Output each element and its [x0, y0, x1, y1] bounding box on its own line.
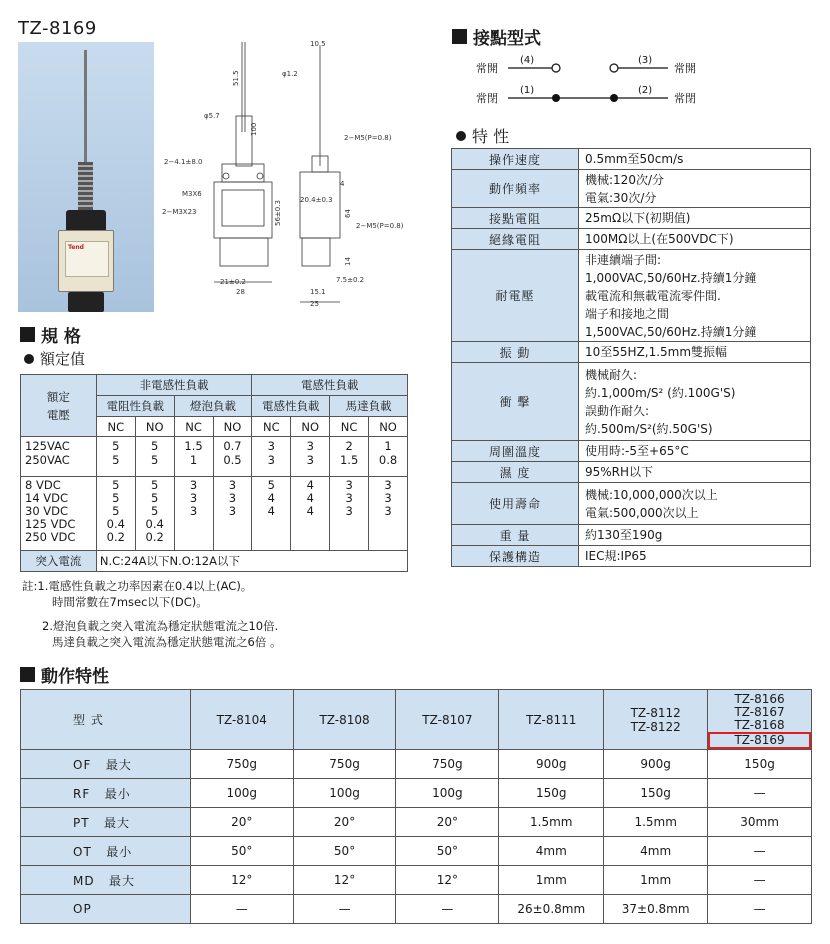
dim-label: 2−M5(P=0.8) [356, 222, 404, 230]
ac-value-cell: 1 0.8 [369, 437, 408, 477]
row-label: RF 最小 [21, 779, 191, 808]
dim-label: 4 [340, 180, 345, 188]
row-label: OP [21, 895, 191, 924]
cell: — [190, 895, 293, 924]
cell: 1.5mm [604, 808, 708, 837]
cell: 1.5mm [499, 808, 604, 837]
technical-drawing [160, 36, 420, 316]
model-header: TZ-8112 TZ-8122 [604, 690, 708, 750]
ncno-header: NC [330, 417, 369, 437]
spec-key: 濕 度 [452, 462, 579, 483]
cell: 4mm [604, 837, 708, 866]
row-label: MD 最大 [21, 866, 191, 895]
cell: 37±0.8mm [604, 895, 708, 924]
ncno-header: NC [174, 417, 213, 437]
switch-base [68, 292, 104, 312]
terminal-number: (2) [638, 85, 653, 96]
note-line: 2.燈泡負載之突入電流為穩定狀態電流之10倍. [42, 619, 279, 633]
dim-label: 21±0.2 [220, 278, 246, 286]
spec-key: 重 量 [452, 525, 579, 546]
dim-label: 2−M3X23 [162, 208, 197, 216]
spec-key: 接點電阻 [452, 208, 579, 229]
spec-value: IEC規:IP65 [579, 546, 811, 567]
dim-label: 28 [236, 288, 245, 296]
dc-value-cell: 5 4 4 [252, 477, 291, 551]
actuator-spring [78, 162, 93, 217]
dc-value-cell: 3 3 3 [174, 477, 213, 551]
cell: 150g [499, 779, 604, 808]
model-header: TZ-8111 [499, 690, 604, 750]
spec-key: 衝 擊 [452, 363, 579, 441]
dim-label: 14 [344, 257, 352, 266]
dc-value-cell: 5 5 5 0.4 0.2 [135, 477, 174, 551]
rating-table [20, 374, 408, 572]
cell: 1mm [604, 866, 708, 895]
front-hole-right [257, 173, 263, 179]
dim-label: 10.5 [310, 40, 326, 48]
ac-value-cell: 1.5 1 [174, 437, 213, 477]
features-heading-text: 特 性 [472, 127, 510, 146]
specs-heading-text: 規 格 [41, 327, 81, 347]
dc-value-cell: 4 4 4 [291, 477, 330, 551]
notes [22, 578, 281, 650]
model-header: TZ-8104 [190, 690, 293, 750]
cell: 750g [190, 750, 293, 779]
ncno-header: NC [96, 417, 135, 437]
dim-label: 15.1 [310, 288, 326, 296]
spec-key: 周圍溫度 [452, 441, 579, 462]
cell: 12° [190, 866, 293, 895]
terminal-number: (1) [520, 85, 535, 96]
front-window [222, 190, 264, 226]
cell: 20° [190, 808, 293, 837]
spec-value: 機械:120次/分 電氣:30次/分 [579, 170, 811, 208]
brand-logo: Tend [68, 244, 84, 251]
front-hole-left [223, 173, 229, 179]
cell: 900g [604, 750, 708, 779]
product-photo [18, 42, 154, 312]
dc-value-cell: 3 3 3 [369, 477, 408, 551]
features-heading [456, 124, 509, 147]
nc-terminal-right [610, 94, 618, 102]
dim-label: 64 [344, 209, 352, 218]
col-volt-header: 額定電壓 [21, 375, 97, 437]
cell: 1mm [499, 866, 604, 895]
spec-value: 95%RH以下 [579, 462, 811, 483]
cell: 50° [190, 837, 293, 866]
cell: 100g [190, 779, 293, 808]
operating-heading [20, 662, 109, 687]
dc-value-cell: 3 3 3 [213, 477, 252, 551]
cell: — [396, 895, 499, 924]
no-terminal-right [610, 64, 618, 72]
sub-header: 馬達負載 [330, 396, 408, 417]
group-ind-header: 電感性負載 [252, 375, 408, 396]
cell: 900g [499, 750, 604, 779]
contact-diagram [470, 50, 730, 112]
ncno-header: NO [291, 417, 330, 437]
specs-heading [20, 322, 81, 347]
cell: 12° [396, 866, 499, 895]
dim-label: φ5.7 [204, 112, 220, 120]
dc-value-cell: 5 5 5 0.4 0.2 [96, 477, 135, 551]
dim-label: 51.5 [232, 70, 240, 86]
contact-heading-text: 接點型式 [473, 29, 541, 49]
ncno-header: NO [213, 417, 252, 437]
rating-subheading [24, 348, 85, 369]
row-label: OT 最小 [21, 837, 191, 866]
ac-value-cell: 2 1.5 [330, 437, 369, 477]
terminal-number: (3) [638, 55, 653, 66]
cell: 100g [396, 779, 499, 808]
inrush-value: N.C:24A以下N.O:12A以下 [96, 551, 407, 572]
cell: 50° [396, 837, 499, 866]
row-label: PT 最大 [21, 808, 191, 837]
sub-header: 電感性負載 [252, 396, 330, 417]
model-header-last: TZ-8166 TZ-8167 TZ-8168 TZ-8169 [708, 690, 812, 750]
side-body [300, 172, 340, 238]
model-header: TZ-8107 [396, 690, 499, 750]
cell: — [293, 895, 396, 924]
side-bushing [302, 238, 330, 266]
operating-heading-text: 動作特性 [41, 667, 109, 687]
ac-voltage-labels: 125VAC 250VAC [21, 437, 97, 477]
dim-label: 100 [250, 122, 258, 136]
cell: 150g [604, 779, 708, 808]
sub-header: 電阻性負載 [96, 396, 174, 417]
ac-value-cell: 3 3 [252, 437, 291, 477]
spec-key: 動作頻率 [452, 170, 579, 208]
contact-heading [452, 24, 541, 49]
cell: 30mm [708, 808, 812, 837]
ncno-header: NO [135, 417, 174, 437]
spec-table [451, 148, 811, 567]
spec-value: 約130至190g [579, 525, 811, 546]
dim-label: M3X6 [182, 190, 202, 198]
terminal-number: (4) [520, 55, 535, 66]
group-nonind-header: 非電感性負載 [96, 375, 252, 396]
ncno-header: NC [252, 417, 291, 437]
square-bullet-icon [452, 29, 467, 44]
actuator-rod [84, 50, 87, 180]
highlighted-model: TZ-8169 [708, 732, 811, 749]
ac-value-cell: 5 5 [135, 437, 174, 477]
spec-key: 振 動 [452, 342, 579, 363]
nc-terminal-left [552, 94, 560, 102]
spec-key: 使用壽命 [452, 483, 579, 525]
dim-label: 56±0.3 [274, 200, 282, 226]
square-bullet-icon [20, 327, 35, 342]
circle-bullet-icon [24, 354, 34, 364]
cell: 750g [293, 750, 396, 779]
cell: — [708, 837, 812, 866]
spec-value: 25mΩ以下(初期值) [579, 208, 811, 229]
ac-value-cell: 3 3 [291, 437, 330, 477]
dim-label: 7.5±0.2 [336, 276, 365, 284]
ac-value-cell: 5 5 [96, 437, 135, 477]
cell: — [708, 779, 812, 808]
nameplate [65, 241, 109, 277]
row-label: OF 最大 [21, 750, 191, 779]
dim-label: 20.4±0.3 [300, 196, 333, 204]
cell: 4mm [499, 837, 604, 866]
cell: 20° [293, 808, 396, 837]
front-bushing [220, 238, 268, 266]
spec-key: 保護構造 [452, 546, 579, 567]
actuator-cap [66, 210, 106, 232]
spec-key: 絕緣電阻 [452, 229, 579, 250]
spec-value: 0.5mm至50cm/s [579, 149, 811, 170]
sub-header: 燈泡負載 [174, 396, 252, 417]
nc-label: 常閉 [674, 92, 696, 105]
type-header: 型 式 [21, 690, 191, 750]
switch-body [58, 230, 114, 292]
spec-value: 10至55HZ,1.5mm雙振幅 [579, 342, 811, 363]
cell: 20° [396, 808, 499, 837]
cell: — [708, 895, 812, 924]
rating-subheading-text: 額定值 [40, 350, 86, 368]
spec-value: 機械:10,000,000次以上 電氣:500,000次以上 [579, 483, 811, 525]
spec-key: 耐電壓 [452, 250, 579, 342]
dc-voltage-labels: 8 VDC 14 VDC 30 VDC 125 VDC 250 VDC [21, 477, 97, 551]
square-bullet-icon [20, 667, 35, 682]
circle-bullet-icon [456, 131, 466, 141]
cell: 12° [293, 866, 396, 895]
ac-value-cell: 0.7 0.5 [213, 437, 252, 477]
dim-label: 2−4.1±8.0 [164, 158, 203, 166]
spec-value: 100MΩ以上(在500VDC下) [579, 229, 811, 250]
spec-key: 操作速度 [452, 149, 579, 170]
dim-label: 2−M5(P=0.8) [344, 134, 392, 142]
dc-value-cell: 3 3 3 [330, 477, 369, 551]
front-head [222, 164, 264, 182]
cell: 150g [708, 750, 812, 779]
dim-label: 25 [310, 300, 319, 308]
cell: 26±0.8mm [499, 895, 604, 924]
ncno-header: NO [369, 417, 408, 437]
model-header: TZ-8108 [293, 690, 396, 750]
note-line: 註:1.電感性負載之功率因素在0.4以上(AC)。 [22, 579, 253, 593]
cell: 100g [293, 779, 396, 808]
model-title: TZ-8169 [18, 18, 97, 39]
inrush-label: 突入電流 [21, 551, 97, 572]
spec-value: 機械耐久: 約.1,000m/S² (約.100G'S) 誤動作耐久: 約.500m/S²(約.50G'S) [579, 363, 811, 441]
nc-label: 常閉 [476, 92, 498, 105]
spec-value: 非連續端子間: 1,000VAC,50/60Hz.持續1分鐘 載電流和無載電流零件間. 端子和接地之間 1,500VAC,50/60Hz.持續1分鐘 [579, 250, 811, 342]
cell: 50° [293, 837, 396, 866]
no-terminal-left [552, 64, 560, 72]
operating-table [20, 689, 812, 924]
cell: — [708, 866, 812, 895]
no-label: 常開 [674, 62, 696, 75]
no-label: 常開 [476, 62, 498, 75]
dim-label: φ1.2 [282, 70, 298, 78]
note-line: 馬達負載之突入電流為穩定狀態電流之6倍 。 [52, 635, 282, 649]
spec-value: 使用時:-5至+65°C [579, 441, 811, 462]
cell: 750g [396, 750, 499, 779]
note-line: 時間常數在7msec以下(DC)。 [52, 595, 208, 609]
